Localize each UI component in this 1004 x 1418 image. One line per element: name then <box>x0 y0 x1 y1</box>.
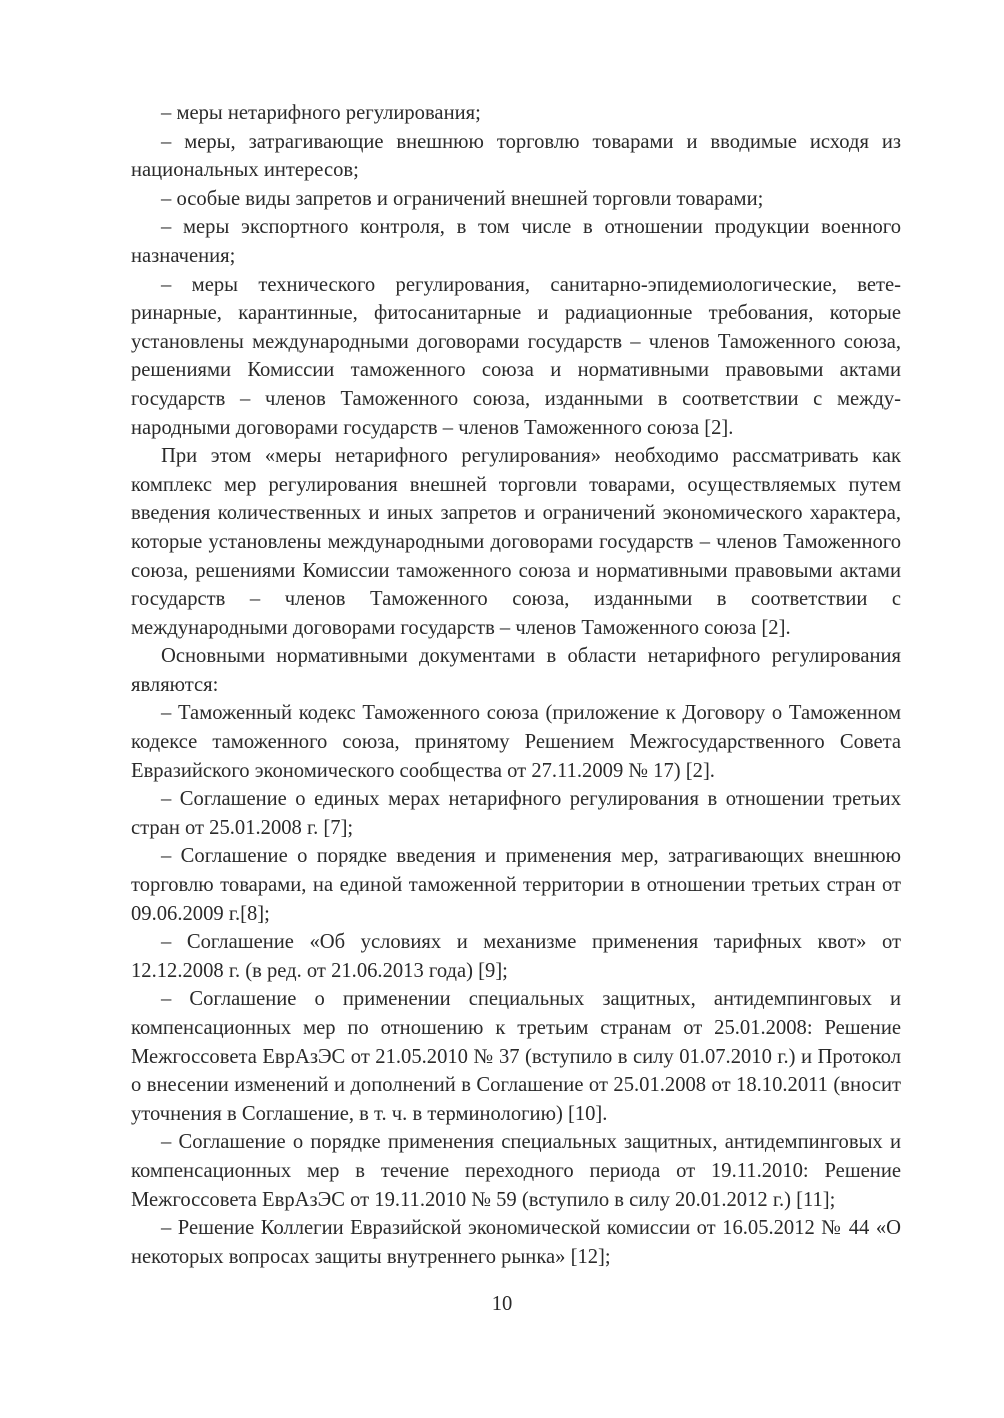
page-number: 10 <box>491 1293 513 1315</box>
body-paragraph: При этом «меры нетарифного регулирования» необходимо рассматривать как комплекс мер регулирования внешней торговли товарами, осуществляемых путем введения количественных и иных запретов и ограничений экономического характера, которые установлены международными договорами государств – членов Таможенного союза, решениями Комиссии таможенного союза и нормативными правовыми актами государств – членов Таможенного союза, изданными в соответствии с международными договорами государств – членов Таможенного союза [2]. <box>131 445 901 639</box>
list-item: – Соглашение о единых мерах нетарифного регулирования в отношении третьих стран от 25.01.2008 г. [7]; <box>131 788 901 839</box>
body-paragraph: Основными нормативными документами в области нетарифного регулирования являются: <box>131 645 901 696</box>
page-body <box>131 99 901 1271</box>
list-item: – Соглашение «Об условиях и механизме применения тарифных квот» от 12.12.2008 г. (в ред. от 21.06.2013 года) [9]; <box>131 931 901 982</box>
list-item: – меры, затрагивающие внешнюю торговлю товарами и вводимые исходя из национальных интересов; <box>131 130 901 182</box>
list-item: – Решение Коллегии Евразийской экономической комиссии от 16.05.2012 № 44 «О некоторых вопросах защиты внутреннего рынка» [12]; <box>131 1217 901 1268</box>
list-item: – меры экспортного контроля, в том числе в отношении продукции военного назначения; <box>131 216 901 267</box>
list-item: – Таможенный кодекс Таможенного союза (приложение к Договору о Таможенном кодексе таможенного союза, принятому Решением Межгосударственного Совета Евразийского экономического сообщества от 27.11.2009 № 17) [2]. <box>131 702 901 782</box>
list-item: – особые виды запретов и ограничений внешней торговли товарами; <box>161 187 764 210</box>
list-item: – меры технического регулирования, санитарно-эпидемиологические, ветеринарные, карантинные, фитосанитарные и радиационные требования, которые установлены международными договорами государств – членов Таможенного союза, решениями Комиссии таможенного союза и нормативными правовыми актами государств – членов Таможенного союза, изданными в соответствии с международными договорами государств – членов Таможенного союза [2]. <box>131 273 901 439</box>
list-item: – Соглашение о применении специальных защитных, антидемпинговых и компенсационных мер по отношению к третьим странам от 25.01.2008: Решение Межгоссовета ЕврАзЭС от 21.05.2010 № 37 (вступило в силу 01.07.2010 г.) и Протокол о внесении изменений и дополнений в Соглашение от 25.01.2008 от 18.10.2011 (вносит уточнения в Соглашение, в т. ч. в терминологию) [10]. <box>131 988 901 1125</box>
list-item: – Соглашение о порядке введения и применения мер, затрагивающих внешнюю торговлю товарами, на единой таможенной территории в отношении третьих стран от 09.06.2009 г.[8]; <box>131 845 901 925</box>
list-item: – меры нетарифного регулирования; <box>161 102 481 124</box>
list-item: – Соглашение о порядке применения специальных защитных, антидемпинговых и компенсационных мер в течение переходного периода от 19.11.2010: Решение Межгоссовета ЕврАзЭС от 19.11.2010 № 59 (вступило в силу 20.01.2012 г.) [11]; <box>131 1131 901 1211</box>
